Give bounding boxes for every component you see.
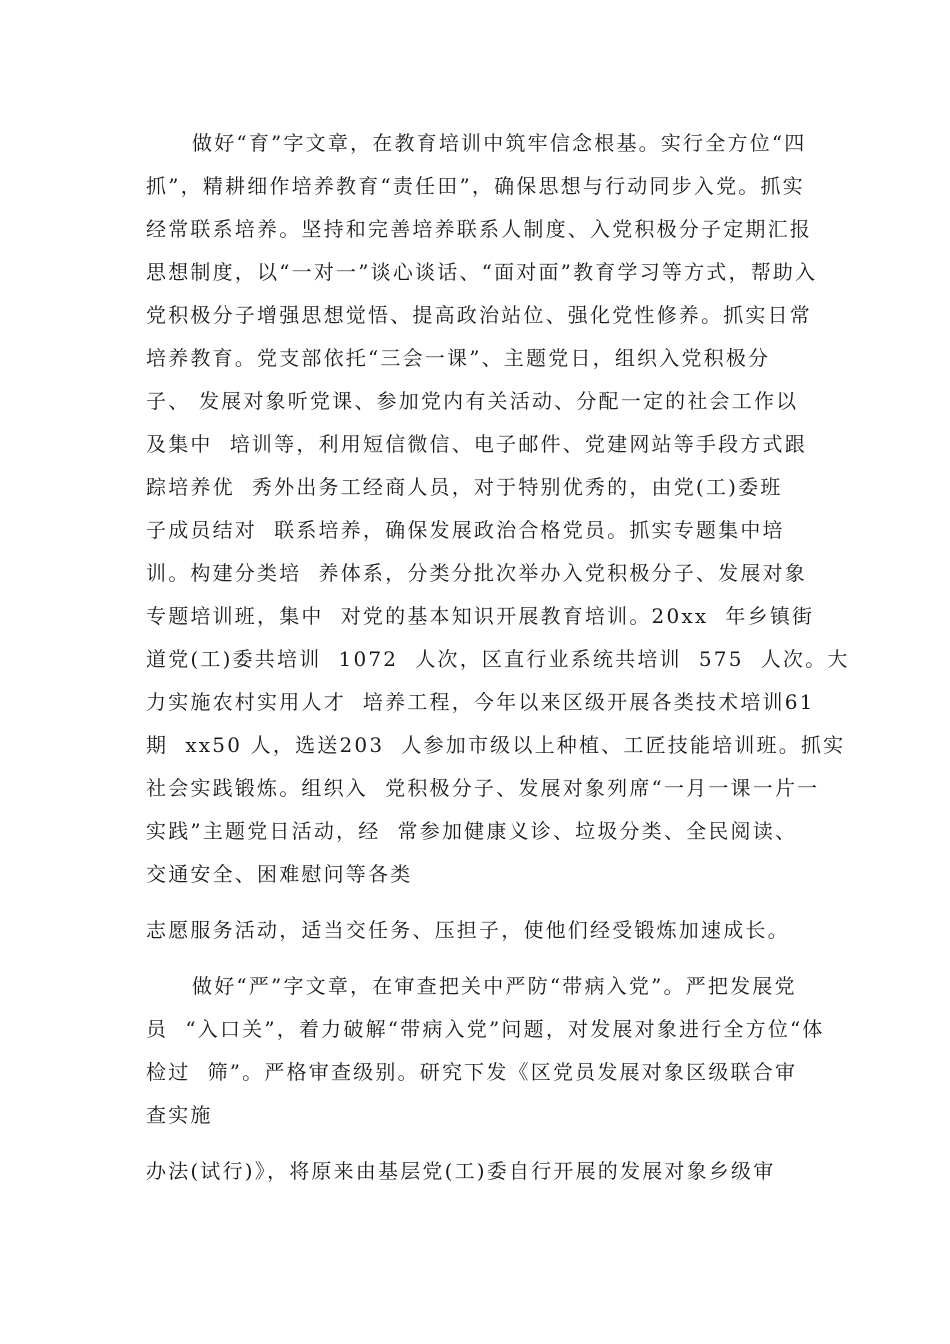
- paragraph-1-line-3: 经常联系培养。坚持和完善培养联系人制度、入党积极分子定期汇报: [146, 217, 812, 241]
- paragraph-1-line-17: 实践”主题党日活动，经 常参加健康义诊、垃圾分类、全民阅读、: [146, 819, 798, 843]
- paragraph-1-line-2: 抓”，精耕细作培养教育“责任田”，确保思想与行动同步入党。抓实: [146, 174, 805, 198]
- paragraph-3-line-3: 检过 筛”。严格审查级别。研究下发《区党员发展对象区级联合审: [146, 1060, 798, 1084]
- paragraph-1-line-10: 子成员结对 联系培养，确保发展政治合格党员。抓实专题集中培: [146, 518, 785, 542]
- paragraph-1-line-15: 期 xx50 人，选送203 人参加市级以上种植、工匠技能培训班。抓实: [146, 733, 846, 757]
- paragraph-1-line-6: 培养教育。党支部依托“三会一课”、主题党日，组织入党积极分: [146, 346, 771, 370]
- paragraph-2-line-1: 志愿服务活动，适当交任务、压担子，使他们经受锻炼加速成长。: [146, 918, 790, 942]
- paragraph-1-line-14: 力实施农村实用人才 培养工程，今年以来区级开展各类技术培训61: [146, 690, 815, 714]
- paragraph-1-line-16: 社会实践锻炼。组织入 党积极分子、发展对象列席“一月一课一片一: [146, 776, 820, 800]
- paragraph-1-line-1: 做好“育”字文章，在教育培训中筑牢信念根基。实行全方位“四: [192, 131, 807, 155]
- paragraph-1-line-11: 训。构建分类培 养体系，分类分批次举办入党积极分子、发展对象: [146, 561, 807, 585]
- paragraph-1-line-5: 党积极分子增强思想觉悟、提高政治站位、强化党性修养。抓实日常: [146, 303, 812, 327]
- paragraph-3-line-2: 员 “入口关”，着力破解“带病入党”问题，对发展对象进行全方位“体: [146, 1017, 825, 1041]
- paragraph-1-line-13: 道党(工)委共培训 1072 人次，区直行业系统共培训 575 人次。大: [146, 647, 850, 671]
- paragraph-1-line-4: 思想制度，以“一对一”谈心谈话、“面对面”教育学习等方式，帮助入: [146, 260, 818, 284]
- paragraph-1-line-8: 及集中 培训等，利用短信微信、电子邮件、党建网站等手段方式跟: [146, 432, 807, 456]
- paragraph-3-line-1: 做好“严”字文章，在审查把关中严防“带病入党”。严把发展党: [192, 974, 797, 998]
- paragraph-1-line-7: 子、 发展对象听党课、参加党内有关活动、分配一定的社会工作以: [146, 389, 799, 413]
- paragraph-4-line-1: 办法(试行)》，将原来由基层党(工)委自行开展的发展对象乡级审: [146, 1159, 776, 1183]
- paragraph-3-line-4: 查实施: [146, 1103, 213, 1127]
- paragraph-1-line-9: 踪培养优 秀外出务工经商人员，对于特别优秀的，由党(工)委班: [146, 475, 783, 499]
- paragraph-1-line-18: 交通安全、困难慰问等各类: [146, 862, 413, 886]
- paragraph-1-line-12: 专题培训班，集中 对党的基本知识开展教育培训。20xx 年乡镇街: [146, 604, 815, 628]
